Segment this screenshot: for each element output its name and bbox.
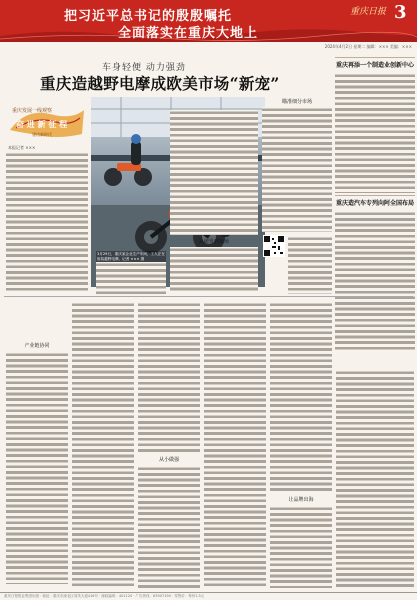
lower-column-6 xyxy=(336,370,414,588)
body-text-block xyxy=(6,352,68,584)
lower-column-5 xyxy=(270,302,332,588)
body-text-block xyxy=(288,236,332,294)
page-footer: 重庆日报报业集团出版 · 地址：重庆市渝北区同茂大道416号 · 邮政编码：401120 · 广告热线：63907190 · 零售价：每份1.5元 xyxy=(0,592,417,600)
page-masthead xyxy=(0,0,417,42)
lower-column-3 xyxy=(138,302,200,588)
body-text-block xyxy=(6,152,88,292)
badge-top-text: 重庆发展一线观察 xyxy=(12,108,53,114)
lower-column-1 xyxy=(6,302,68,588)
sidebar-story2-title: 重庆造汽车专列向阿全国布局 xyxy=(335,200,414,207)
dateline: 2024年4月2日 星期二 编辑：××× 美编：××× xyxy=(324,44,412,49)
body-text-block xyxy=(270,506,332,588)
sidebar-story1-text xyxy=(335,73,415,193)
newspaper-brand: 重庆日报 xyxy=(350,7,387,17)
right-sidebar xyxy=(335,55,415,365)
body-text-block xyxy=(262,107,332,232)
body-text-block xyxy=(138,302,200,452)
body-text-block xyxy=(170,247,258,293)
page-number: 3 xyxy=(394,2,407,23)
badge-main-text: 奋 进 新 征 程 xyxy=(16,119,68,129)
sidebar-story1-title: 重庆再添一个制造业创新中心 xyxy=(335,62,414,69)
lower-subhead: 从小做强 xyxy=(158,457,179,463)
body-text-block xyxy=(96,262,166,294)
sidebar-story2-text xyxy=(335,211,415,351)
article-column-2 xyxy=(170,110,258,235)
photo-caption: 3月29日，重庆某企业生产车间，工人正在组装越野电摩。记者 ××× 摄 xyxy=(97,252,165,261)
body-text-block xyxy=(204,302,266,588)
lower-subhead: 产业链协同 xyxy=(24,343,50,349)
article-column-3 xyxy=(262,98,332,233)
article-column-5 xyxy=(170,238,258,294)
article-byline: 本报记者 ××× xyxy=(8,145,36,150)
lower-column-2 xyxy=(72,302,134,588)
article-column-1 xyxy=(6,152,88,292)
body-text-block xyxy=(270,302,332,492)
article-column-6 xyxy=(288,236,332,294)
article-column-4 xyxy=(96,262,166,294)
article-kicker: 车身轻便 动力强劲 xyxy=(102,63,186,73)
section-divider xyxy=(4,296,413,297)
body-text-block xyxy=(72,302,134,588)
badge-sub-text: 建功新时代 xyxy=(32,132,52,137)
lower-column-4 xyxy=(204,302,266,588)
qr-code-icon xyxy=(263,235,285,257)
lower-subhead: 让品牌出海 xyxy=(288,497,314,503)
section-subhead: 从研发到市场 xyxy=(198,239,229,245)
body-text-block xyxy=(336,370,414,588)
masthead-slogan-line1: 把习近平总书记的殷殷嘱托 xyxy=(64,9,233,24)
body-text-block xyxy=(170,110,258,235)
section-subhead: 瞄准细分市场 xyxy=(281,99,312,105)
masthead-slogan-line2: 全面落实在重庆大地上 xyxy=(118,26,259,41)
body-text-block xyxy=(138,466,200,588)
column-badge xyxy=(6,104,88,140)
article-headline: 重庆造越野电摩成欧美市场“新宠” xyxy=(40,74,280,93)
sidebar-divider xyxy=(335,57,415,58)
sidebar-divider xyxy=(335,195,415,196)
